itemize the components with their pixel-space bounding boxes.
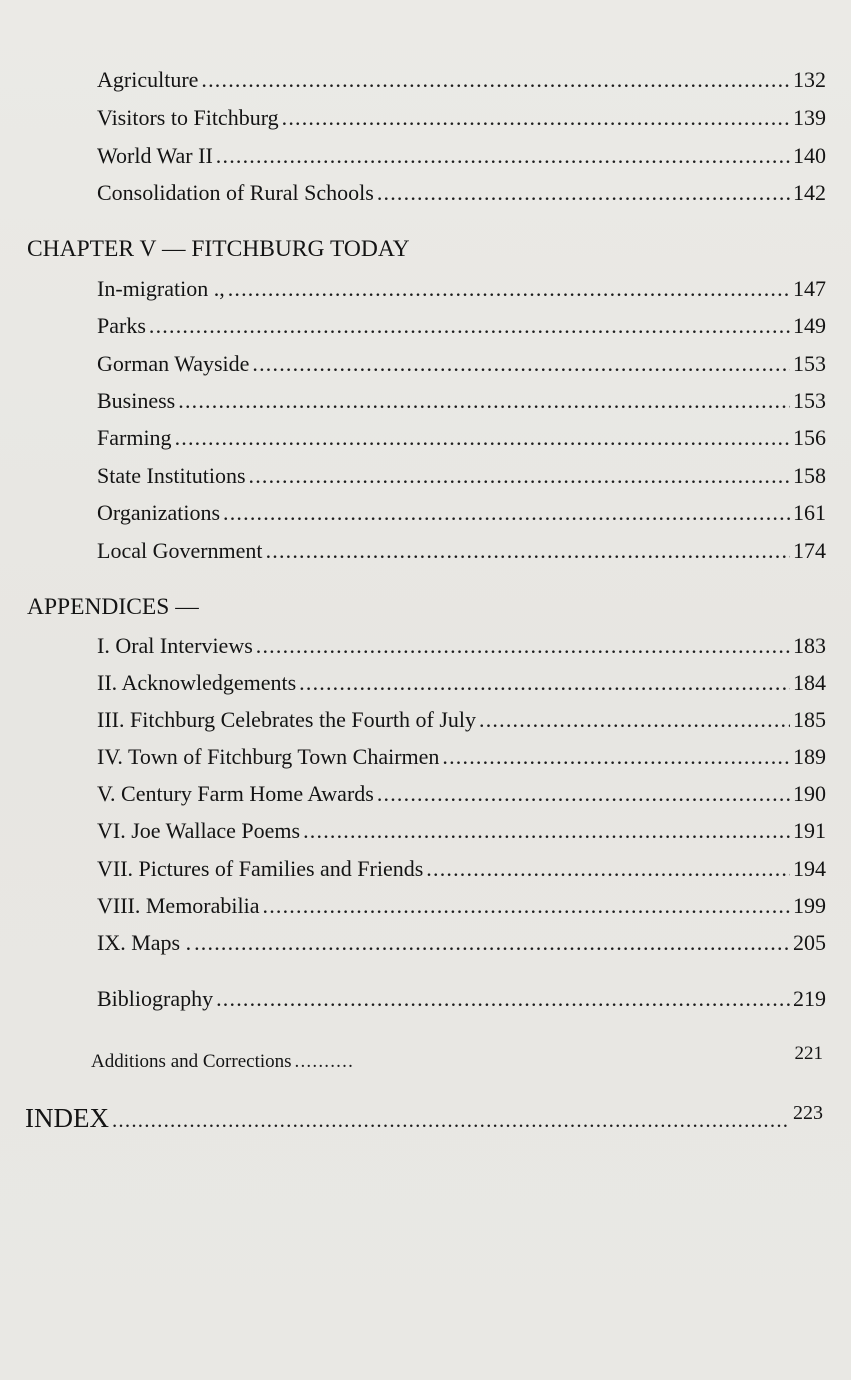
toc-entry-appendix-iii (97, 707, 826, 733)
toc-entry-appendix-ii (97, 670, 826, 696)
toc-entry-label: Gorman Wayside (97, 351, 250, 376)
toc-entry-label: In-migration ., (97, 276, 225, 301)
toc-entry-appendix-v (97, 781, 826, 807)
toc-entry-page: 199 (793, 893, 826, 918)
appendices-heading: APPENDICES — (27, 594, 199, 620)
dot-leader (249, 463, 791, 489)
dot-leader (442, 744, 790, 770)
toc-entry-appendix-iv (97, 744, 826, 770)
dot-leader (263, 893, 791, 919)
toc-entry-state-institutions (97, 463, 826, 489)
toc-entry-page: 132 (793, 67, 826, 92)
toc-entry-label: Farming (97, 425, 172, 450)
toc-entry-label: Parks (97, 313, 146, 338)
toc-entry-page: 147 (793, 276, 826, 301)
toc-entry-label: II. Acknowledgements (97, 670, 297, 695)
toc-entry-world-war-ii (97, 143, 826, 169)
toc-entry-organizations (97, 500, 826, 526)
dot-leader (377, 781, 790, 807)
dot-leader (282, 105, 790, 131)
toc-entry-label: Consolidation of Rural Schools (97, 180, 374, 205)
dot-leader (426, 856, 790, 882)
toc-entry-page: 174 (793, 538, 826, 563)
dot-leader (266, 538, 790, 564)
dot-leader (299, 670, 790, 696)
toc-entry-page: 205 (793, 930, 826, 955)
dot-leader (256, 633, 790, 659)
toc-entry-label: V. Century Farm Home Awards (97, 781, 374, 806)
toc-entry-page: 158 (793, 463, 826, 488)
toc-entry-page: 184 (793, 670, 826, 695)
toc-entry-page: 153 (793, 388, 826, 413)
toc-entry-local-government (97, 538, 826, 564)
dot-leader (216, 143, 790, 169)
toc-entry-label: IV. Town of Fitchburg Town Chairmen (97, 744, 440, 769)
toc-entry-page: 185 (793, 707, 826, 732)
toc-entry-appendix-vii (97, 856, 826, 882)
toc-entry-page: 140 (793, 143, 826, 168)
toc-entry-page: 189 (793, 744, 826, 769)
toc-entry-label: Organizations (97, 500, 221, 525)
toc-entry-page: 223 (793, 1102, 823, 1124)
toc-entry-page: 149 (793, 313, 826, 338)
toc-entry-additions (91, 1043, 823, 1075)
toc-entry-agriculture (97, 67, 826, 93)
dot-leader (149, 313, 790, 339)
toc-entry-label: VI. Joe Wallace Poems (97, 818, 301, 843)
dot-leader (479, 707, 790, 733)
dot-leader (303, 818, 790, 844)
dot-leader (194, 930, 790, 956)
toc-entry-business (97, 388, 826, 414)
toc-entry-page: 161 (793, 500, 826, 525)
chapter-heading: CHAPTER V — FITCHBURG TODAY (27, 236, 410, 262)
dot-leader (377, 180, 790, 206)
dot-leader (216, 986, 790, 1012)
toc-entry-page: 221 (794, 1043, 823, 1064)
toc-entry-page: 183 (793, 633, 826, 658)
toc-entry-appendix-vi (97, 818, 826, 844)
toc-entry-farming (97, 425, 826, 451)
toc-entry-rural-schools (97, 180, 826, 206)
dot-leader (175, 425, 790, 451)
toc-entry-page: 156 (793, 425, 826, 450)
dot-leader (223, 500, 790, 526)
toc-entry-label: VII. Pictures of Families and Friends (97, 856, 424, 881)
toc-entry-page: 190 (793, 781, 826, 806)
toc-entry-appendix-i (97, 633, 826, 659)
toc-entry-label: Agriculture (97, 67, 199, 92)
dot-leader (178, 388, 790, 414)
toc-entry-bibliography (97, 986, 826, 1012)
toc-entry-in-migration (97, 276, 826, 302)
toc-entry-label: Business (97, 388, 176, 413)
dot-leader (112, 1107, 790, 1133)
toc-entry-visitors (97, 105, 826, 131)
toc-entry-label: State Institutions (97, 463, 246, 488)
toc-entry-label: Visitors to Fitchburg (97, 105, 279, 130)
toc-entry-label: World War II (97, 143, 213, 168)
toc-entry-page: 219 (793, 986, 826, 1011)
toc-entry-label: INDEX (25, 1103, 109, 1133)
toc-entry-label: Additions and Corrections (91, 1051, 292, 1072)
toc-entry-parks (97, 313, 826, 339)
toc-entry-page: 191 (793, 818, 826, 843)
toc-entry-appendix-ix (97, 930, 826, 956)
toc-entry-page: 194 (793, 856, 826, 881)
toc-entry-label: III. Fitchburg Celebrates the Fourth of July (97, 707, 477, 732)
toc-entry-label: I. Oral Interviews (97, 633, 253, 658)
toc-entry-appendix-viii (97, 893, 826, 919)
toc-entry-page: 153 (793, 351, 826, 376)
toc-entry-label: IX. Maps . (97, 930, 192, 955)
dot-leader (201, 67, 790, 93)
toc-entry-index (25, 1102, 823, 1134)
dot-leader (295, 1049, 355, 1075)
dot-leader (228, 276, 790, 302)
toc-entry-label: Local Government (97, 538, 263, 563)
toc-entry-page: 142 (793, 180, 826, 205)
dot-leader (252, 351, 790, 377)
toc-entry-gorman-wayside (97, 351, 826, 377)
toc-entry-label: Bibliography (97, 986, 214, 1011)
toc-entry-label: VIII. Memorabilia (97, 893, 260, 918)
toc-entry-page: 139 (793, 105, 826, 130)
